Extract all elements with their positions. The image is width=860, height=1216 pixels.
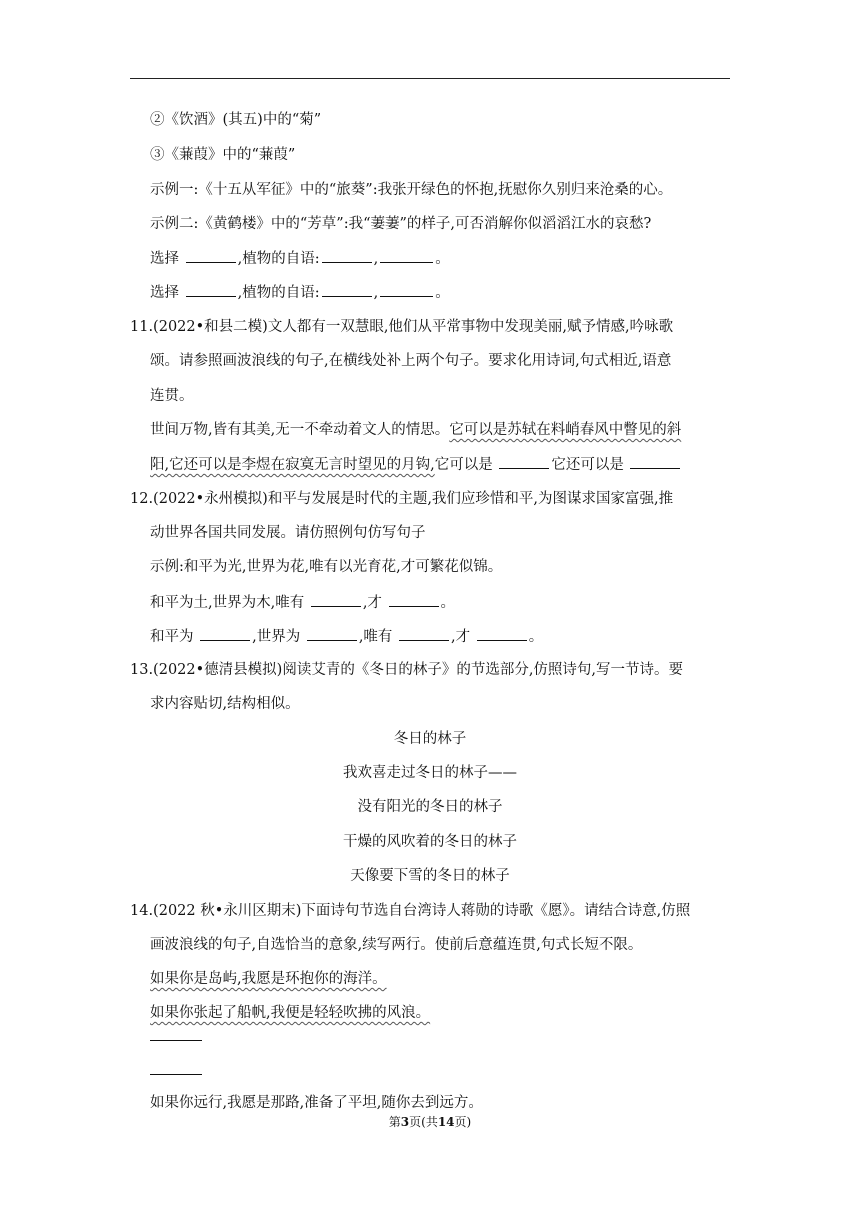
- answer-blank[interactable]: [322, 282, 372, 297]
- text-line: [150, 592, 455, 613]
- answer-blank[interactable]: [630, 454, 680, 469]
- text-line: 示例:和平为光,世界为花,唯有以光育花,才可繁花似锦。: [150, 559, 503, 575]
- text-line: 画波浪线的句子,自选恰当的意象,续写两行。使前后意蕴连贯,句式长短不限。: [150, 937, 643, 953]
- text: ,才: [451, 629, 471, 645]
- text: 选择: [150, 285, 179, 301]
- wavy-text: 阳,它还可以是李煜在寂寞无言时望见的月钩,: [150, 457, 435, 473]
- question-13: 13.(2022•德清县模拟)阅读艾青的《冬日的林子》的节选部分,仿照诗句,写一节诗。要: [130, 662, 684, 678]
- text: ,植物的自语:: [237, 251, 320, 267]
- text: 和平为: [150, 629, 194, 645]
- answer-blank[interactable]: [477, 626, 527, 641]
- text: 第: [388, 1115, 401, 1129]
- text-line: ②《饮酒》(其五)中的“菊”: [150, 112, 322, 128]
- text: 。: [528, 629, 544, 645]
- text-line: 示例一:《十五从军征》中的“旅葵”:我张开绿色的怀抱,抚慰你久别归来沧桑的心。: [150, 182, 673, 198]
- question-14: 14.(2022 秋•永川区期末)下面诗句节选自台湾诗人蒋勋的诗歌《愿》。请结合诗意,仿照: [130, 903, 691, 919]
- answer-blank[interactable]: [399, 626, 449, 641]
- wavy-text: 它可以是苏轼在料峭春风中瞥见的斜: [449, 422, 682, 438]
- answer-blank[interactable]: [389, 592, 439, 607]
- text-line: [150, 420, 681, 440]
- text: 。: [435, 251, 450, 267]
- text: 页): [454, 1115, 472, 1129]
- text-line: 求内容贴切,结构相似。: [150, 696, 300, 712]
- poem-line: 天像要下雪的冬日的林子: [350, 868, 510, 884]
- text-line: 动世界各国共同发展。请仿照例句仿写句子: [150, 525, 426, 541]
- answer-blank[interactable]: [380, 282, 433, 297]
- answer-blank[interactable]: [307, 626, 357, 641]
- text: 页(共: [409, 1115, 438, 1129]
- text: ,植物的自语:: [237, 285, 320, 301]
- text: 世间万物,皆有其美,无一不牵动着文人的情思。: [150, 422, 450, 438]
- header-rule: [130, 78, 730, 79]
- question-12: 12.(2022•永州模拟)和平与发展是时代的主题,我们应珍惜和平,为图谋求国家富强,推: [130, 491, 674, 507]
- wavy-text: 如果你张起了船帆,我便是轻轻吹拂的风浪。: [150, 1005, 431, 1021]
- text-line: 示例二:《黄鹤楼》中的“芳草”:我“萋萋”的样子,可否消解你似滔滔江水的哀愁?: [150, 216, 652, 232]
- answer-blank[interactable]: [150, 1074, 202, 1075]
- text: 和平为土,世界为木,唯有: [150, 595, 305, 611]
- page-footer: [0, 1113, 860, 1130]
- question-11: 11.(2022•和县二模)文人都有一双慧眼,他们从平常事物中发现美丽,赋予情感,吟咏歌: [130, 319, 674, 335]
- answer-blank[interactable]: [186, 248, 236, 263]
- page-number: 3: [400, 1115, 410, 1129]
- text: 。: [435, 285, 450, 301]
- text: 选择: [150, 251, 179, 267]
- text: ,世界为: [252, 629, 301, 645]
- text: ,: [373, 251, 379, 267]
- text-line: 连贯。: [150, 388, 194, 404]
- text-line: ③《蒹葭》中的“蒹葭”: [150, 147, 296, 163]
- text: ,: [373, 285, 379, 301]
- poem-title: 冬日的林子: [393, 731, 467, 747]
- answer-blank[interactable]: [499, 454, 549, 469]
- choose-line-1: [150, 248, 450, 269]
- answer-blank[interactable]: [186, 282, 236, 297]
- poem-line: 我欢喜走过冬日的林子——: [343, 765, 517, 781]
- text-line: 颂。请参照画波浪线的句子,在横线处补上两个句子。要求化用诗词,句式相近,语意: [150, 353, 672, 369]
- text-line: [150, 454, 682, 475]
- choose-line-2: [150, 282, 450, 303]
- text-line: [150, 969, 387, 989]
- answer-blank[interactable]: [200, 626, 250, 641]
- poem-line: 干燥的风吹着的冬日的林子: [343, 834, 517, 850]
- text-line: [150, 626, 543, 647]
- text-line: [150, 1003, 430, 1023]
- answer-blank[interactable]: [150, 1040, 202, 1041]
- answer-blank[interactable]: [311, 592, 361, 607]
- text: 它可以是: [434, 457, 493, 473]
- wavy-text: 如果你是岛屿,我愿是环抱你的海洋。: [150, 971, 387, 987]
- text-line: 如果你远行,我愿是那路,准备了平坦,随你去到远方。: [150, 1095, 483, 1111]
- text: ,唯有: [358, 629, 393, 645]
- text: 它还可以是: [551, 457, 624, 473]
- poem-line: 没有阳光的冬日的林子: [357, 799, 503, 815]
- text: ,才: [362, 595, 382, 611]
- text: 。: [440, 595, 456, 611]
- answer-blank[interactable]: [380, 248, 433, 263]
- page-total: 14: [437, 1115, 455, 1129]
- answer-blank[interactable]: [322, 248, 372, 263]
